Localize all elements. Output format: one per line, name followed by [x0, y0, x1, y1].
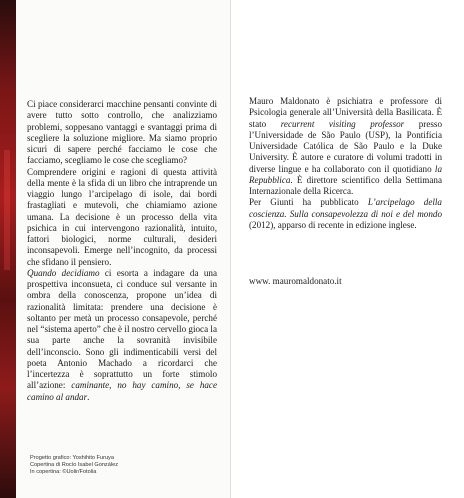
bio-text-b: presso l’Universidade de São Paulo (USP), la Pontifícia Universidade Católica de São Paulo e la Duke University. È autore e curatore di volumi tradotti in diverse lingue e ha collaborato con il quotidiano	[249, 118, 442, 174]
author-bio	[249, 96, 442, 231]
pub-text-a: Per Giunti ha pubblicato	[249, 197, 368, 208]
book-paragraph	[27, 268, 217, 403]
book-paragraph-end: .	[87, 391, 90, 402]
bio-newspaper: la Repubblica	[249, 163, 442, 185]
bio-role: recurrent visiting professor	[280, 118, 405, 129]
credit-cover-image: In copertina: ©Uolir/Fotolia	[30, 469, 97, 475]
author-website: www. mauromaldonato.it	[249, 276, 342, 286]
credit-cover: Copertina di Rocío Isabel González	[30, 462, 118, 468]
cover-edge-image	[0, 0, 16, 498]
machado-quote: caminante, no hay camino, se hace camino al andar	[27, 380, 218, 402]
bio-paragraph	[249, 96, 442, 197]
bio-text-c: . È direttore scientifico della Settimana Internazionale della Ricerca.	[249, 174, 442, 196]
intro-paragraph: Ci piace considerarci macchine pensanti convinte di avere tutto sotto controllo, che analizziamo problemi, soppesano vantaggi e svantaggi prima di scegliere la soluzione migliore. Ma siamo proprio sicuri di sapere perché facciamo le cose che facciamo, scegliamo le cose che scegliamo?	[27, 99, 217, 166]
credit-graphic-design: Progetto grafico: Yoshihito Furuya	[30, 455, 114, 461]
right-flap	[232, 0, 464, 498]
design-credits	[30, 455, 220, 476]
left-flap-text	[27, 99, 217, 403]
bio-text-a: Mauro Maldonato è psichiatra e professore di Psicologia generale all’Università della Basilicata. È stato	[249, 96, 442, 129]
pub-book-title: L’arcipelago della coscienza. Sulla consapevolezza di noi e del mondo	[249, 197, 442, 219]
publications-paragraph	[249, 197, 442, 231]
description-paragraph: Comprendere origini e ragioni di questa attività della mente è la sfida di un libro che intraprende un viaggio lungo l’arcipelago di isole, dai bordi frastagliati e mutevoli, che chiamiamo azione umana. La decisione è un processo della vita psichica in cui intervengono razionalità, intuito, fattori biologici, norme culturali, desideri inconsapevoli. Emerge nell’incognito, da processi che sfidano il pensiero.	[27, 166, 217, 267]
pub-text-b: (2012), apparso di recente in edizione inglese.	[249, 219, 417, 230]
book-title: Quando decidiamo	[27, 267, 100, 278]
book-paragraph-text: ci esorta a indagare da una prospettiva inconsueta, ci conduce sul versante in ombra della conoscenza, propone un’idea di razionalità limitata: prendere una decisione è soltanto per metà un processo consapevole, perché nel “sistema aperto” che è il nostro cervello gioca la sua parte anche la sovranità invisibile dell’inconscio. Sono gli indimenticabili versi del poeta Antonio Machado a ricordarci che l’incertezza è soprattutto un forte stimolo all’azione:	[27, 267, 217, 391]
